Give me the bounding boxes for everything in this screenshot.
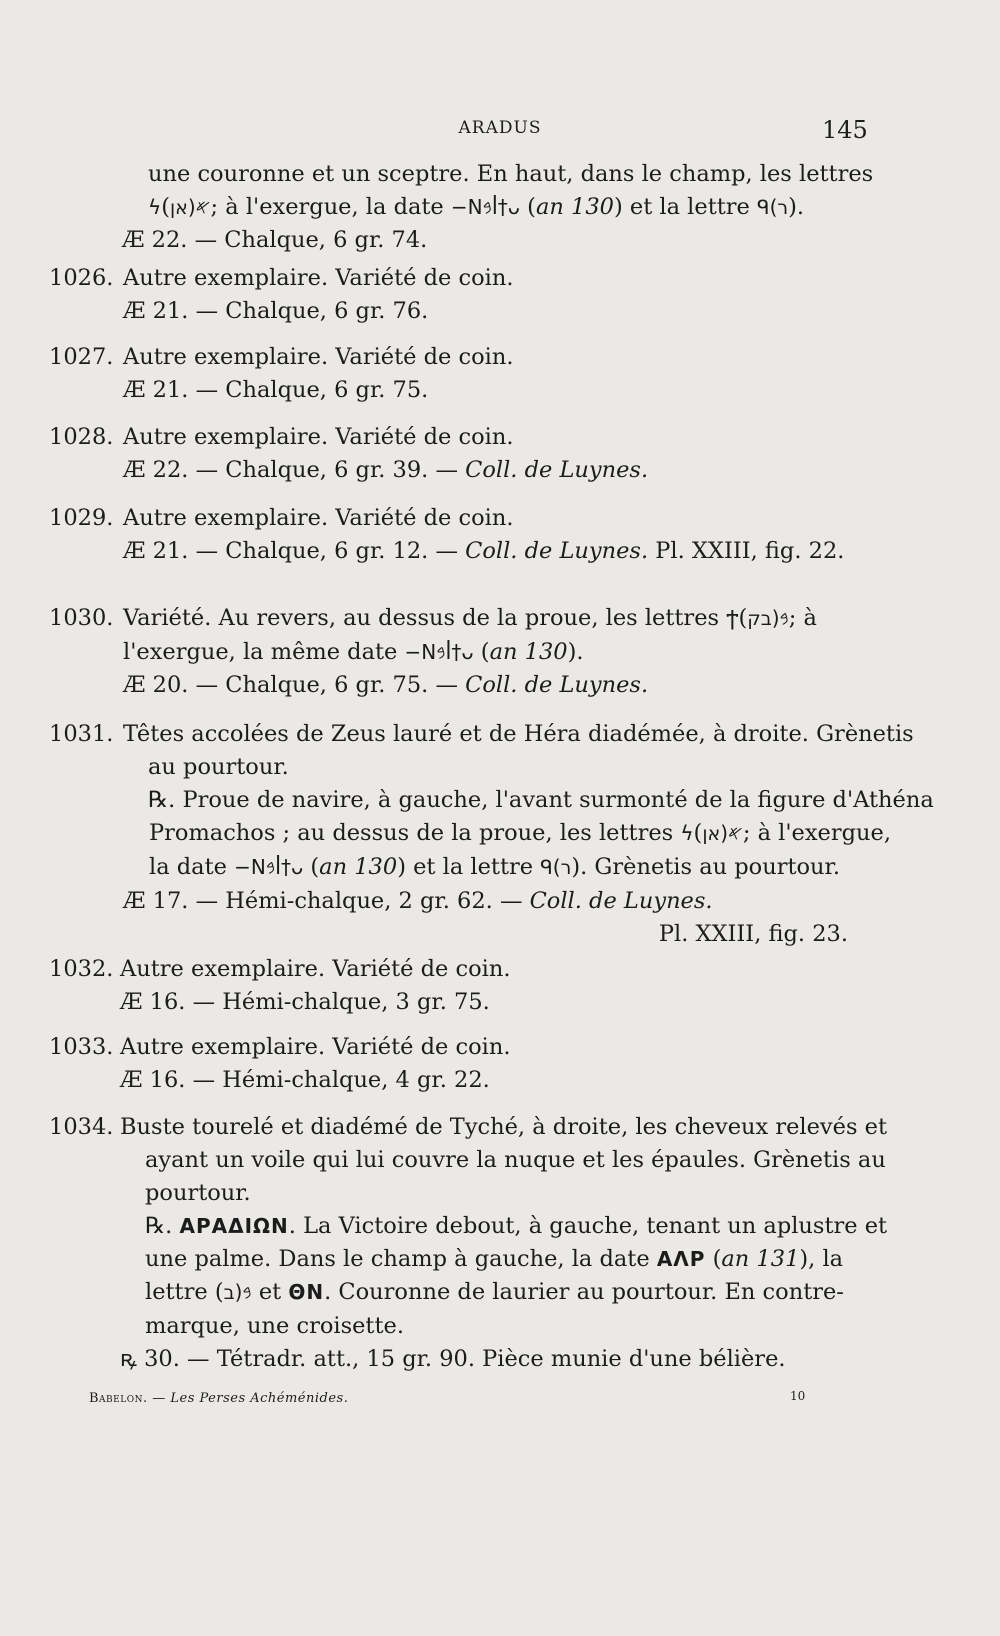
- phoenician-date: −Ν𐤁ꟾ†ᴗ: [234, 855, 304, 879]
- footer-author: Babelon.: [89, 1391, 148, 1406]
- entry-line: [148, 191, 848, 225]
- text: (: [520, 194, 536, 220]
- entry-meta: [123, 535, 848, 568]
- greek-date: ΑΛΡ: [656, 1247, 706, 1271]
- text: ); à l'exergue, la date: [161, 194, 451, 220]
- entry-meta: Æ 21. — Chalque, 6 gr. 75.: [123, 377, 429, 403]
- entry-meta: [123, 885, 848, 918]
- plate-ref: Pl. XXIII, fig. 23.: [658, 921, 848, 947]
- entry-number: 1032.: [49, 956, 114, 982]
- text: ). Grènetis au pourtour.: [571, 854, 840, 880]
- reverse-line: [120, 1243, 845, 1276]
- year: an 130: [535, 194, 614, 220]
- collection: Coll. de Luynes.: [465, 457, 649, 483]
- entry-number: 1028.: [49, 424, 114, 450]
- entry-desc: Autre exemplaire. Variété de coin.: [120, 1034, 511, 1060]
- entry-meta: [123, 669, 848, 702]
- entry-number: 1034.: [49, 1114, 114, 1140]
- year: an 130: [489, 639, 568, 665]
- page-number: 145: [822, 116, 868, 144]
- phoenician-date: −Ν𐤁ꟾ†ᴗ: [404, 640, 474, 664]
- text: ) et: [214, 1279, 289, 1305]
- entry-number: 1027.: [49, 344, 114, 370]
- hebrew-letters: אן: [169, 197, 188, 219]
- phoenician-letters: ϟ𐤀(: [148, 195, 211, 219]
- text: ).: [567, 639, 584, 665]
- entry-desc: Autre exemplaire. Variété de coin.: [123, 344, 514, 370]
- text: la date: [149, 854, 235, 880]
- text: l'exergue, la même date: [123, 639, 405, 665]
- text: lettre: [145, 1279, 215, 1305]
- entry-line: pourtour.: [145, 1180, 251, 1206]
- phoenician-letter: 𐤁(: [234, 1280, 252, 1304]
- phoenician-letter: ᑫ(: [540, 855, 561, 879]
- text: ), la: [799, 1246, 844, 1272]
- entry-meta: Æ 21. — Chalque, 6 gr. 76.: [123, 298, 429, 324]
- text: . Couronne de laurier au pourtour. En contre-: [324, 1279, 844, 1305]
- entry-meta: ꝶ 30. — Tétradr. att., 15 gr. 90. Pièce munie d'une bélière.: [120, 1346, 786, 1372]
- text: Æ 22. — Chalque, 6 gr. 39. —: [123, 457, 466, 483]
- text: ); à l'exergue,: [693, 820, 891, 846]
- collection: Coll. de Luynes.: [529, 888, 713, 914]
- entry-number: 1026.: [49, 265, 114, 291]
- entry-desc: Autre exemplaire. Variété de coin.: [123, 265, 514, 291]
- text: Æ 21. — Chalque, 6 gr. 12. —: [123, 538, 466, 564]
- greek-letters: ΘΝ: [288, 1280, 325, 1304]
- entry-meta: Æ 22. — Chalque, 6 gr. 74.: [122, 227, 428, 253]
- reverse-line: [123, 851, 848, 885]
- year: an 131: [721, 1246, 800, 1272]
- footer-dash: —: [147, 1391, 171, 1406]
- plate-ref: Pl. XXIII, fig. 22.: [648, 538, 845, 564]
- text: ) et la lettre: [397, 854, 541, 880]
- hebrew-letters: בק: [747, 608, 772, 630]
- entry-line: [123, 602, 848, 636]
- hebrew-letter: ר: [560, 857, 572, 879]
- phoenician-letters: Ϯ𐤁(: [726, 606, 789, 630]
- text: (: [473, 639, 490, 665]
- entry-line: une couronne et un sceptre. En haut, dans le champ, les lettres: [148, 161, 874, 187]
- entry-line: au pourtour.: [148, 754, 289, 780]
- text: Promachos ; au dessus de la proue, les lettres: [149, 820, 681, 846]
- text: Æ 20. — Chalque, 6 gr. 75. —: [123, 672, 466, 698]
- collection: Coll. de Luynes.: [465, 672, 649, 698]
- text: (: [303, 854, 320, 880]
- footer-title: Les Perses Achéménides.: [170, 1391, 349, 1406]
- entry-line: Buste tourelé et diadémé de Tyché, à droite, les cheveux relevés et: [120, 1114, 888, 1140]
- hebrew-letters: אן: [702, 823, 721, 845]
- entry-number: 1033.: [49, 1034, 114, 1060]
- phoenician-date: −Ν𐤁ꟾ†ᴗ: [450, 195, 521, 219]
- hebrew-letter: ר: [777, 197, 789, 219]
- entry-number: 1030.: [49, 605, 114, 631]
- footer: [89, 1391, 348, 1406]
- entry-number: 1029.: [49, 505, 114, 531]
- entry-line: [123, 636, 848, 669]
- entry-meta: Æ 16. — Hémi-chalque, 4 gr. 22.: [120, 1067, 490, 1093]
- text: Æ 17. — Hémi-chalque, 2 gr. 62. —: [123, 888, 530, 914]
- greek-legend: ΑΡΑΔΙΩΝ: [179, 1214, 289, 1238]
- text: ℞.: [145, 1213, 180, 1239]
- text: ).: [788, 194, 805, 220]
- phoenician-letter: ᑫ(: [757, 195, 778, 219]
- entry-line: Têtes accolées de Zeus lauré et de Héra diadémée, à droite. Grènetis: [123, 721, 914, 747]
- text: ); à: [738, 605, 817, 631]
- collection: Coll. de Luynes.: [465, 538, 649, 564]
- signature-mark: 10: [790, 1389, 806, 1403]
- running-head: ARADUS: [458, 118, 542, 138]
- reverse-line: [123, 817, 891, 851]
- entry-desc: Autre exemplaire. Variété de coin.: [120, 956, 511, 982]
- phoenician-letters: ϟ𐤀(: [680, 821, 743, 845]
- text: Variété. Au revers, au dessus de la proue, les lettres: [123, 605, 727, 631]
- entry-desc: Autre exemplaire. Variété de coin.: [123, 424, 514, 450]
- text: . La Victoire debout, à gauche, tenant un aplustre et: [288, 1213, 888, 1239]
- reverse-line: [120, 1210, 888, 1243]
- entry-meta: Æ 16. — Hémi-chalque, 3 gr. 75.: [120, 989, 490, 1015]
- text: (: [705, 1246, 722, 1272]
- entry-desc: Autre exemplaire. Variété de coin.: [123, 505, 514, 531]
- reverse-line: [120, 1276, 845, 1310]
- year: an 130: [319, 854, 398, 880]
- hebrew-letter: ב: [223, 1282, 235, 1304]
- reverse-line: marque, une croisette.: [145, 1313, 404, 1339]
- entry-number: 1031.: [49, 721, 114, 747]
- reverse-line: ℞. Proue de navire, à gauche, l'avant surmonté de la figure d'Athéna: [148, 787, 934, 813]
- text: une palme. Dans le champ à gauche, la date: [145, 1246, 657, 1272]
- entry-meta: [123, 454, 848, 487]
- entry-line: ayant un voile qui lui couvre la nuque et les épaules. Grènetis au: [145, 1147, 886, 1173]
- text: ) et la lettre: [613, 194, 758, 220]
